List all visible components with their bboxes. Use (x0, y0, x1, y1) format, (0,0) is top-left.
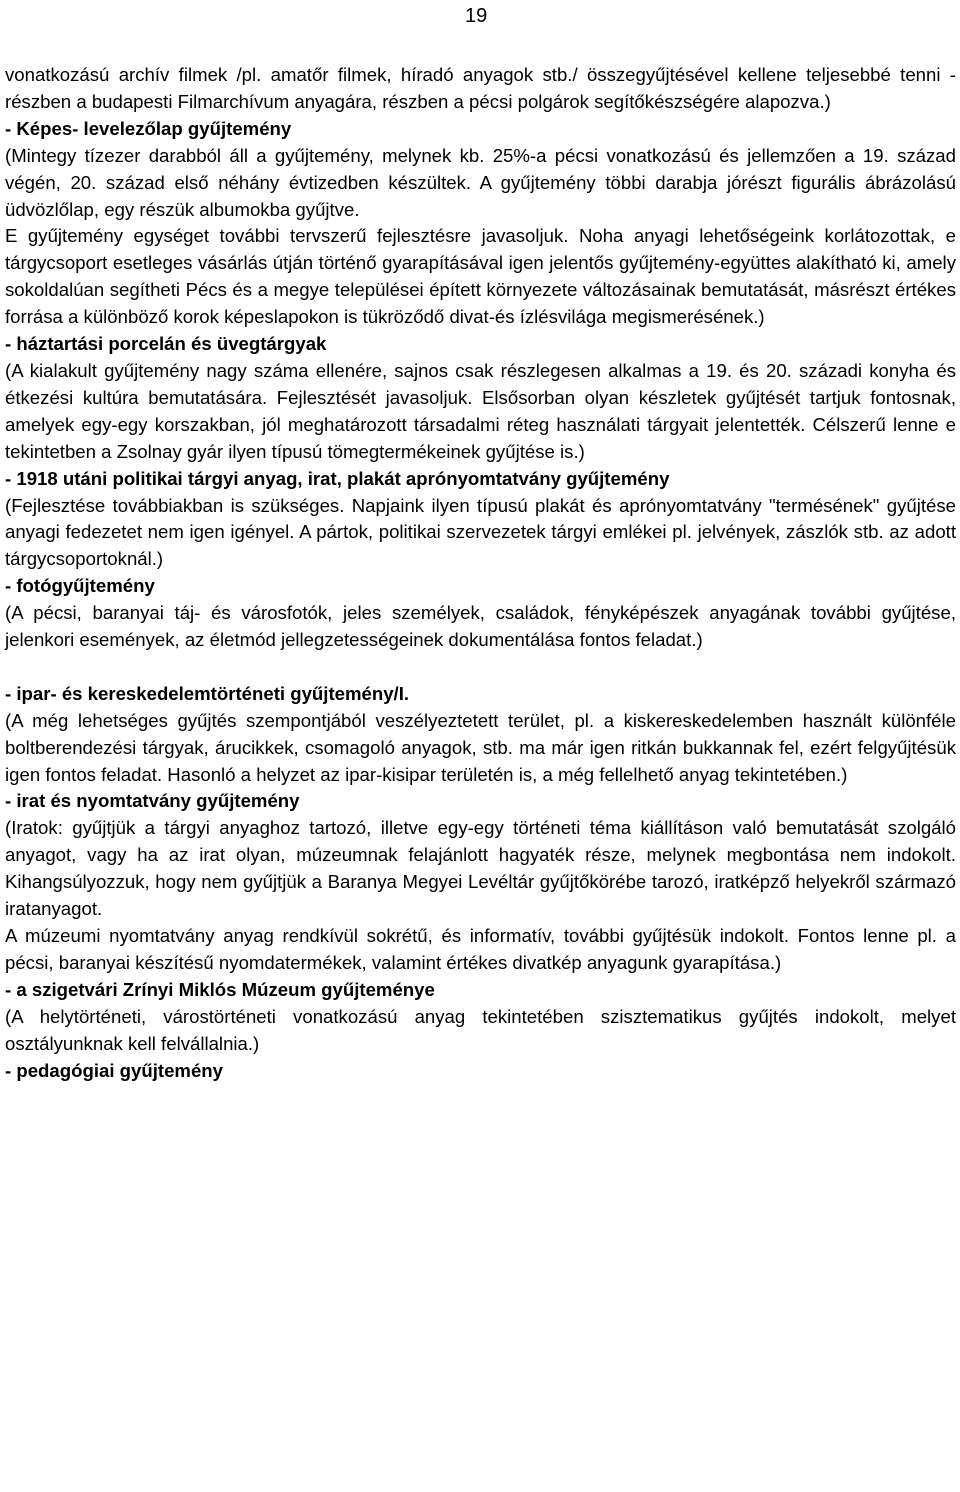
paragraph-prints: A múzeumi nyomtatvány anyag rendkívül sokrétű, és informatív, további gyűjtésük indokolt. Fontos lenne pl. a pécsi, baranyai készítésű nyomdatermékek, valamint értékes divatkép anyagunk gyarapítása.) (5, 924, 956, 973)
paragraph-archive-films: vonatkozású archív filmek /pl. amatőr filmek, híradó anyagok stb./ összegyűjtésével kellene teljesebbé tenni - részben a budapesti Filmarchívum anyagára, részben a pécsi polgárok segítőkészségére alapozva.) (5, 64, 956, 112)
paragraph-postcard-development: E gyűjtemény egységet további tervszerű fejlesztésre javasoljuk. Noha anyagi lehetőségeink korlátozottak, e tárgycsoport esetleges vásárlás útján történő gyarapításával igen jelentős gyűjtemény-együttes alakítható ki, amely sokoldalúan segítheti Pécs és a megye települései épített környezete változásainak bemutatását, másrészt értékes forrása a különböző korok képeslapokon is tükröződő divat-és ízlésvilága megismerésének.) (5, 225, 956, 328)
heading-photo-collection: - fotógyűjtemény (5, 575, 155, 597)
paragraph-documents: (Iratok: gyűjtjük a tárgyi anyaghoz tartozó, illetve egy-egy történeti téma kiállításon való bemutatását szolgáló anyagot, vagy ha az irat olyan, múzeumnak felajánlott hagyaték része, melynek megbontása nem indokolt. Kihangsúlyozzuk, hogy nem gyűjtjük a Baranya Megyei Levéltár gyűjtőkörébe tarozó, iratképző helyekről származó iratanyagot. (5, 817, 956, 920)
heading-political-material: - 1918 utáni politikai tárgyi anyag, irat, plakát aprónyomtatvány gyűjtemény (5, 467, 670, 489)
heading-documents-prints: - irat és nyomtatvány gyűjtemény (5, 790, 300, 812)
paragraph-porcelain-glass: (A kialakult gyűjtemény nagy száma ellenére, sajnos csak részlegesen alkalmas a 19. és 20. századi konyha és étkezési kultúra bemutatására. Fejlesztését javasoljuk. Elsősorban olyan készletek gyűjtését tartjuk fontosnak, amelyek egy-egy korszakban, jól meghatározott társadalmi réteg használati tárgyait jelentették. Célszerű lenne e tekintetben a Zsolnay gyár ilyen típusú tömegtermékeinek gyűjtése is.) (5, 359, 956, 462)
paragraph-postcard-description: (Mintegy tízezer darabból áll a gyűjtemény, melynek kb. 25%-a pécsi vonatkozású és jellemzően a 19. század végén, 20. század első néhány évtizedben készültek. A gyűjtemény többi darabja jórészt figurális ábrázolású üdvözlőlap, egy részük albumokba gyűjtve. (5, 144, 956, 220)
heading-szigetvar-museum: - a szigetvári Zrínyi Miklós Múzeum gyűjteménye (5, 978, 435, 1000)
paragraph-industry-trade: (A még lehetséges gyűjtés szempontjából veszélyeztetett terület, pl. a kiskereskedelemben használt különféle boltberendezési tárgyak, árucikkek, csomagoló anyagok, stb. ma már igen ritkán bukkannak fel, ezért felgyűjtésük igen fontos feladat. Hasonló a helyzet az ipar-kisipar területén is, a még fellelhető anyag tekintetében.) (5, 709, 956, 785)
blank-line (5, 654, 956, 681)
heading-industry-trade: - ipar- és kereskedelemtörténeti gyűjtemény/I. (5, 682, 410, 704)
paragraph-photo-collection: (A pécsi, baranyai táj- és városfotók, jeles személyek, családok, fényképészek anyagának további gyűjtése, jelenkori események, az életmód jellegzetességeinek dokumentálása fontos feladat.) (5, 602, 956, 651)
document-body (5, 62, 956, 1084)
paragraph-political-material: (Fejlesztése továbbiakban is szükséges. Napjaink ilyen típusú plakát és aprónyomtatvány "termésének" gyűjtése anyagi fedezetet nem igen igényel. A pártok, politikai szervezetek tárgyi emlékei pl. jelvények, zászlók stb. az adott tárgycsoportoknál.) (5, 494, 956, 570)
heading-postcard-collection: - Képes- levelezőlap gyűjtemény (5, 117, 292, 139)
page-number: 19 (465, 5, 488, 27)
heading-porcelain-glass: - háztartási porcelán és üvegtárgyak (5, 333, 327, 355)
heading-pedagogical-collection: - pedagógiai gyűjtemény (5, 1059, 223, 1081)
paragraph-szigetvar-museum: (A helytörténeti, várostörténeti vonatkozású anyag tekintetében szisztematikus gyűjtés indokolt, melyet osztályunknak kell felvállalnia.) (5, 1005, 956, 1054)
